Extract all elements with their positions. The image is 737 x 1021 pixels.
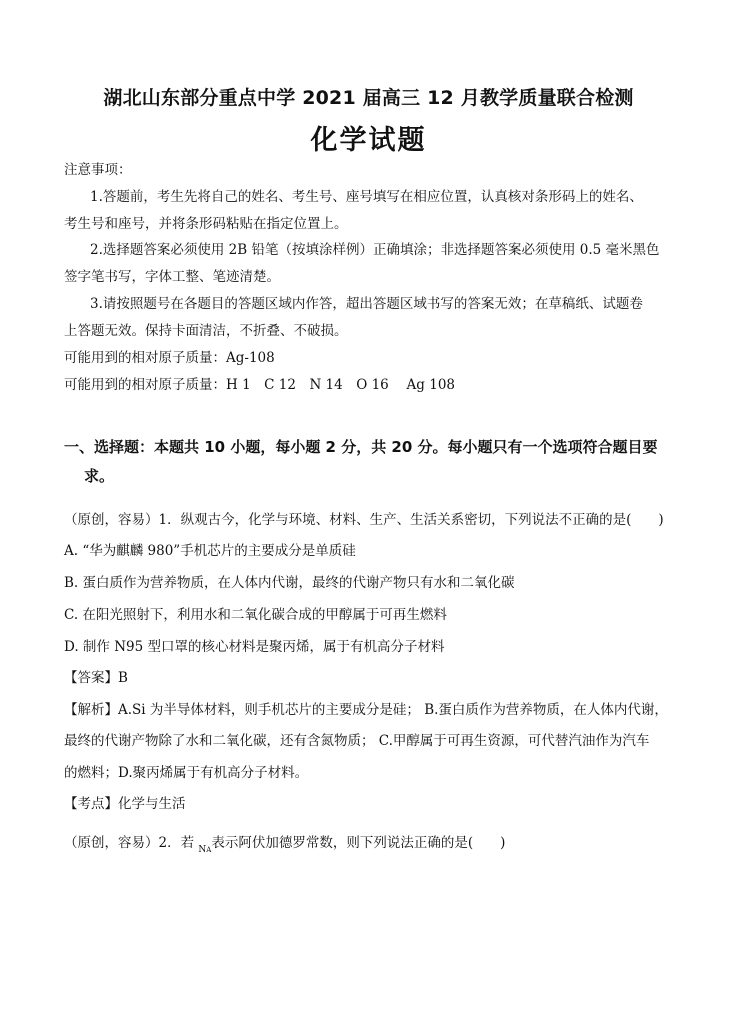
exam-title: 湖北山东部分重点中学 2021 届高三 12 月教学质量联合检测 [103, 87, 634, 109]
notice-item-3-line-1: 3.请按照题号在各题目的答题区域内作答，超出答题区域书写的答案无效；在草稿纸、试题卷 [90, 296, 643, 312]
section-heading: 一、选择题：本题共 10 小题，每小题 2 分，共 20 分。每小题只有一个选项符合题目要 [64, 438, 658, 456]
subject-title: 化学试题 [310, 125, 427, 156]
section-heading-cont: 求。 [84, 467, 115, 485]
question-1-analysis-line-3: 的燃料；D.聚丙烯属于有机高分子材料。 [64, 765, 309, 781]
question-2-stem [64, 833, 684, 860]
question-1-topic: 【考点】化学与生活 [64, 796, 186, 812]
question-1-analysis-line-2: 最终的代谢产物除了水和二氧化碳，还有含氮物质； C.甲醇属于可再生资源，可代替汽油作为汽车 [64, 733, 650, 749]
question-2-stem-prefix: （原创，容易）2．若 [64, 835, 199, 851]
question-1-option-d: D. 制作 N95 型口罩的核心材料是聚丙烯，属于有机高分子材料 [64, 639, 445, 655]
question-1-analysis-line-1: 【解析】A.Si 为半导体材料，则手机芯片的主要成分是硅； B.蛋白质作为营养物质，在人体内代谢， [64, 702, 668, 718]
question-1-option-b: B. 蛋白质作为营养物质，在人体内代谢，最终的代谢产物只有水和二氧化碳 [64, 575, 515, 591]
question-2-stem-suffix: 表示阿伏加德罗常数，则下列说法正确的是( ) [211, 835, 506, 851]
notice-heading: 注意事项： [64, 162, 132, 178]
question-1-answer: 【答案】B [64, 670, 128, 686]
question-1-option-a: A. “华为麒麟 980”手机芯片的主要成分是单质硅 [64, 543, 356, 559]
question-1-stem: （原创，容易）1．纵观古今，化学与环境、材料、生产、生活关系密切，下列说法不正确的是( ) [64, 512, 664, 528]
notice-item-1-line-2: 考生号和座号，并将条形码粘贴在指定位置上。 [64, 216, 348, 232]
question-1-option-c: C. 在阳光照射下，利用水和二氧化碳合成的甲醇属于可再生燃料 [64, 607, 447, 623]
atomic-mass-line-1: 可能用到的相对原子质量：Ag-108 [64, 350, 275, 366]
avogadro-symbol-a: A [206, 846, 212, 854]
notice-item-2-line-2: 签字笔书写，字体工整、笔迹清楚。 [64, 269, 280, 285]
notice-item-2-line-1: 2.选择题答案必须使用 2B 铅笔（按填涂样例）正确填涂；非选择题答案必须使用 0.5 毫米黑色 [90, 242, 660, 258]
notice-item-1-line-1: 1.答题前，考生先将自己的姓名、考生号、座号填写在相应位置，认真核对条形码上的姓名、 [90, 189, 643, 205]
avogadro-symbol-n: N [198, 845, 207, 855]
avogadro-symbol [198, 845, 211, 855]
atomic-mass-line-2: 可能用到的相对原子质量：H 1 C 12 N 14 O 16 Ag 108 [64, 377, 456, 393]
notice-item-3-line-2: 上答题无效。保持卡面清洁，不折叠、不破损。 [64, 323, 348, 339]
